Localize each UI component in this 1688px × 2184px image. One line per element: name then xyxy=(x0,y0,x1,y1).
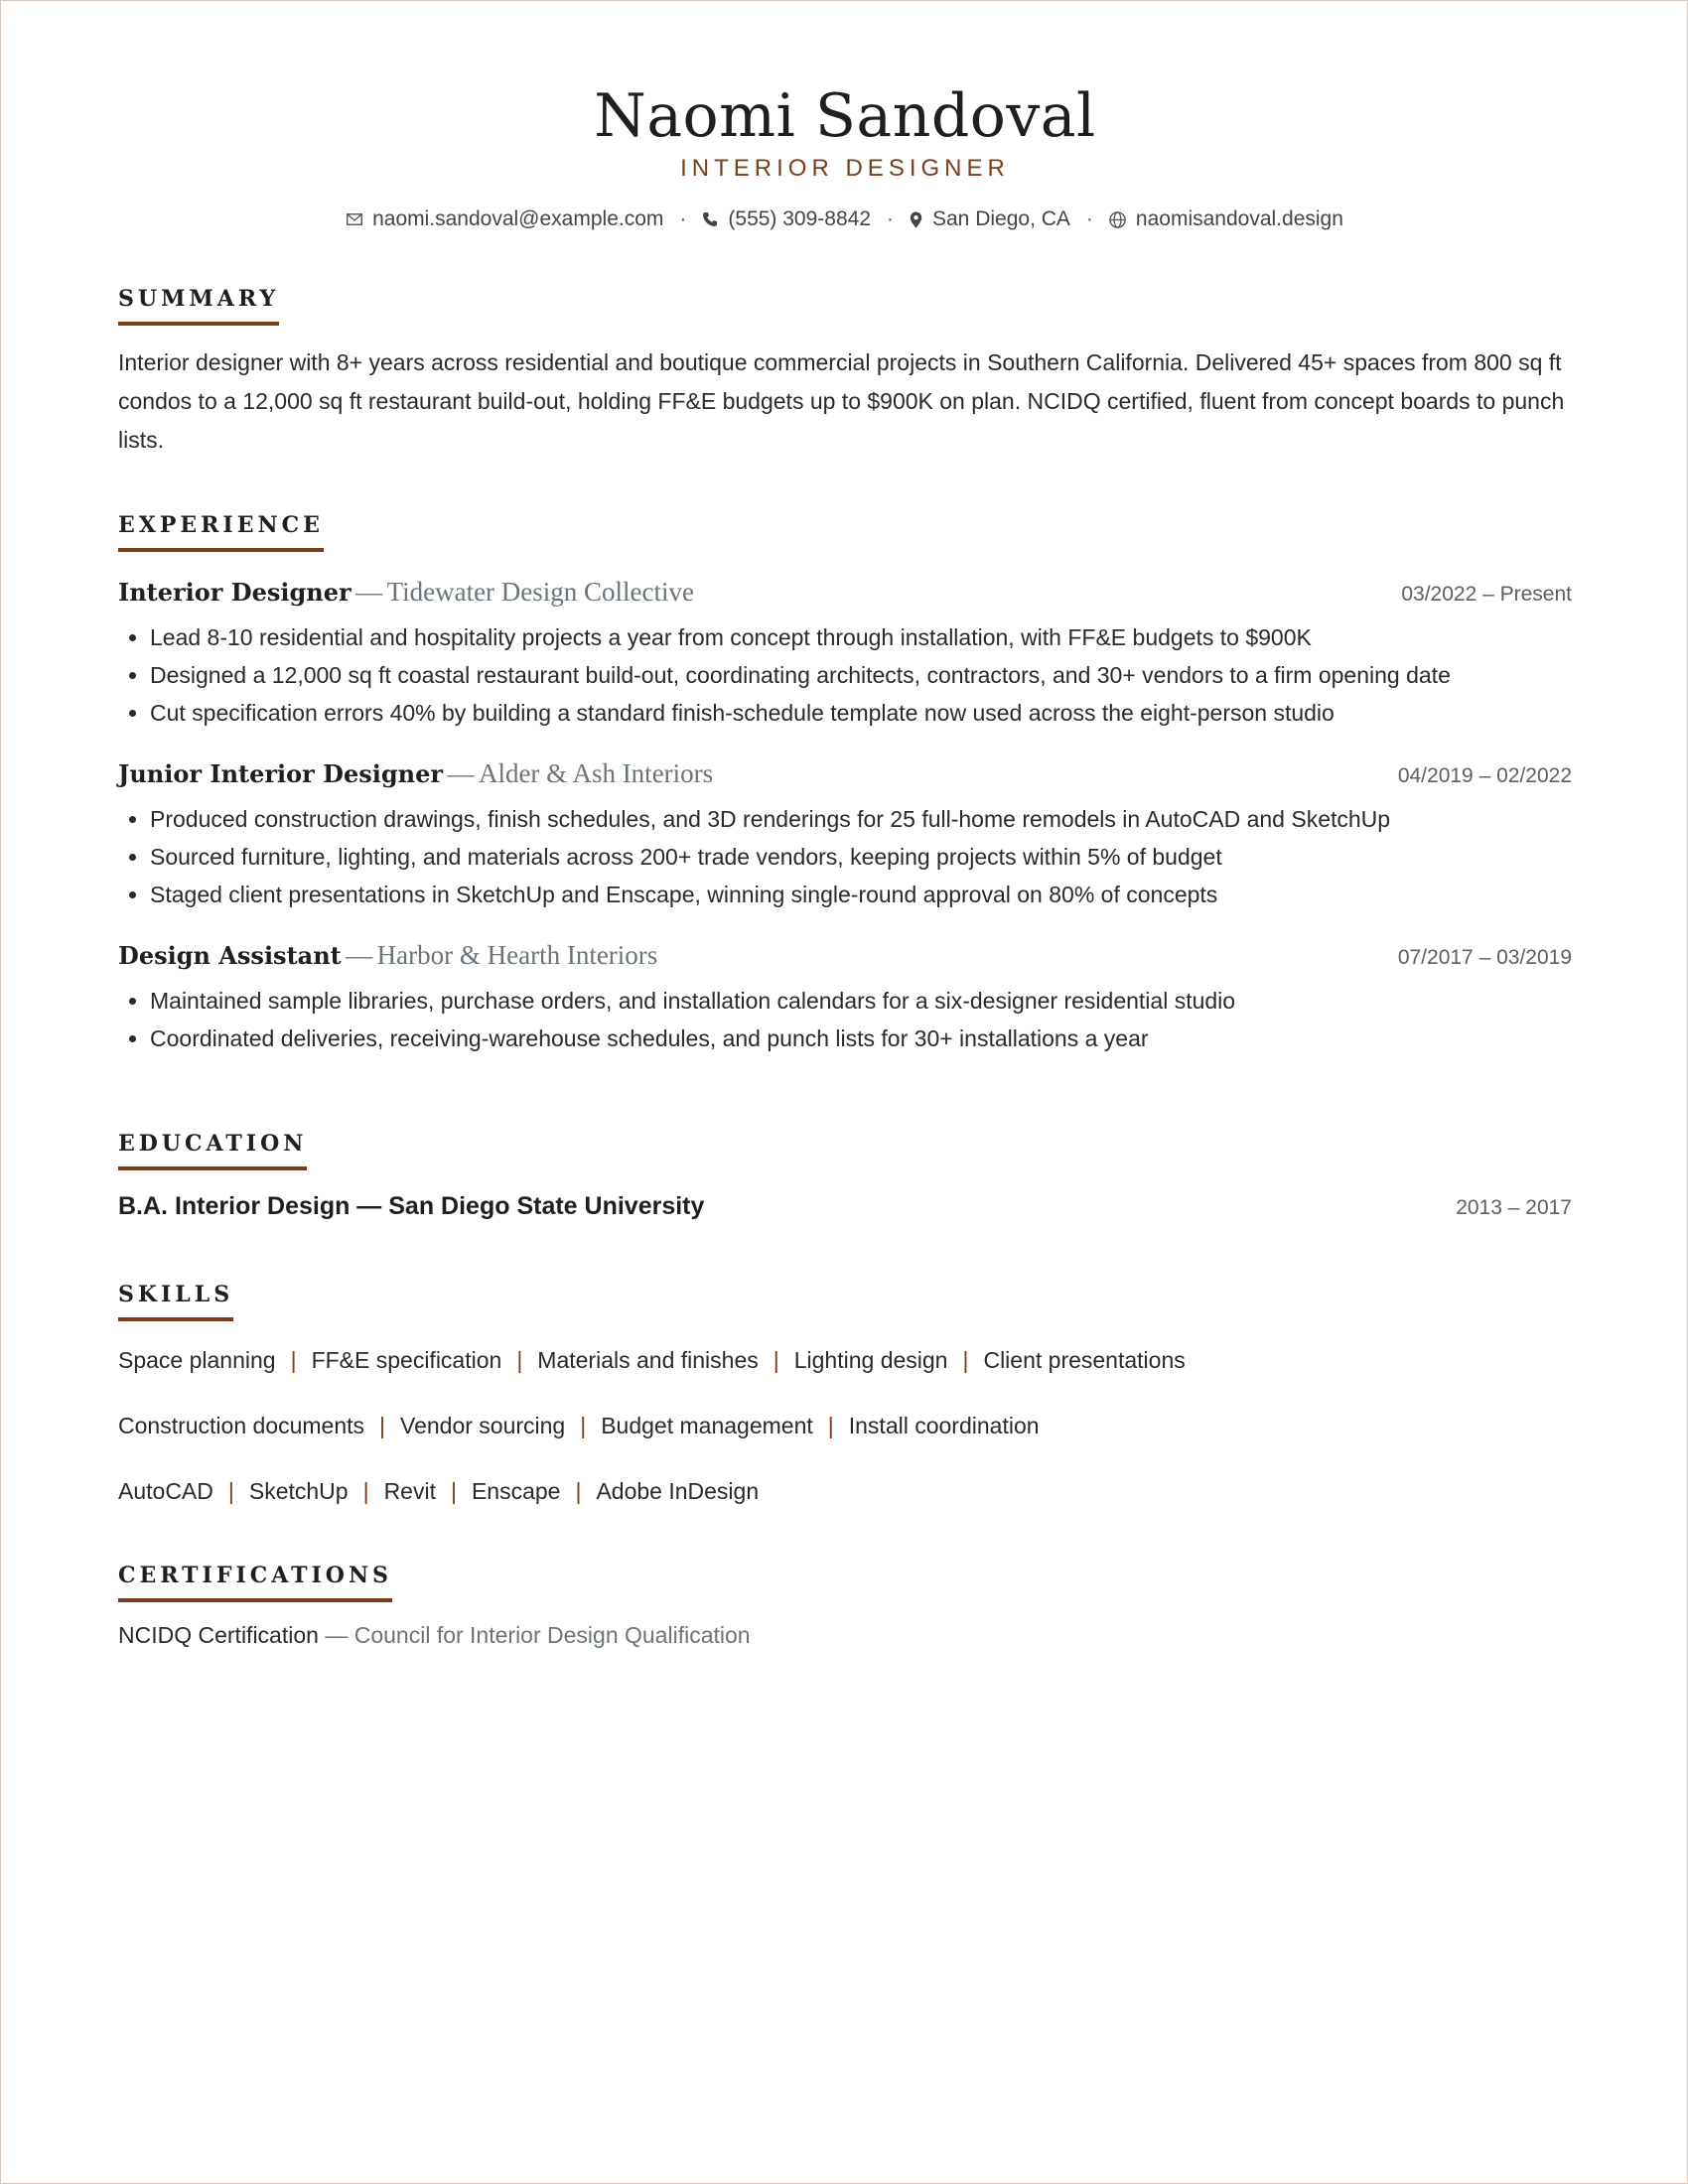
job-bullets xyxy=(118,982,1572,1057)
skill-item: FF&E specification xyxy=(311,1347,502,1373)
resume-header xyxy=(118,1,1572,233)
contact-phone[interactable] xyxy=(702,205,871,233)
skill-separator: | xyxy=(580,1413,587,1438)
job-title: Junior Interior Designer xyxy=(118,759,444,788)
bullet-item: • Staged client presentations in SketchUp and Enscape, winning single-round approval on 80% of concepts xyxy=(150,876,1572,913)
skill-separator: | xyxy=(516,1347,523,1373)
job-dash: — xyxy=(447,758,475,788)
skill-separator: | xyxy=(962,1347,969,1373)
skill-item: Materials and finishes xyxy=(537,1347,759,1373)
skill-separator: | xyxy=(827,1413,834,1438)
skill-separator: | xyxy=(379,1413,385,1438)
section-title-certifications: CERTIFICATIONS xyxy=(118,1561,392,1602)
email-text: naomi.sandoval@example.com xyxy=(372,207,664,230)
job-entry xyxy=(118,574,1572,732)
job-dates: 07/2017 – 03/2019 xyxy=(1397,946,1572,969)
job-bullets xyxy=(118,618,1572,732)
job-entry xyxy=(118,755,1572,913)
skills-section xyxy=(118,1280,1572,1506)
bullet-item: • Produced construction drawings, finish schedules, and 3D renderings for 25 full-home remodels in AutoCAD and SketchUp xyxy=(150,800,1572,838)
contact-separator: · xyxy=(1085,207,1093,230)
mail-icon xyxy=(347,213,362,225)
skill-item: Budget management xyxy=(601,1413,813,1438)
skill-item: Space planning xyxy=(118,1347,276,1373)
phone-icon xyxy=(702,211,718,227)
skill-item: Lighting design xyxy=(793,1347,948,1373)
job-company: Harbor & Hearth Interiors xyxy=(376,940,658,970)
certification-entry xyxy=(118,1620,1572,1650)
skills-row xyxy=(118,1345,1572,1375)
skill-separator: | xyxy=(773,1347,779,1373)
bullet-item: • Cut specification errors 40% by building a standard finish-schedule template now used across the eight-person studio xyxy=(150,694,1572,732)
contact-location xyxy=(910,205,1070,233)
job-dates: 04/2019 – 02/2022 xyxy=(1397,764,1572,787)
summary-text: Interior designer with 8+ years across residential and boutique commercial projects in Southern California. Delivered 45+ spaces from 800 sq ft condos to a 12,000 sq ft restaurant build-out, holding FF&E budgets up to $900K on plan. NCIDQ certified, fluent from concept boards to punch lists. xyxy=(118,349,1565,453)
contact-email[interactable] xyxy=(347,205,663,233)
summary-section xyxy=(118,284,1572,460)
contact-separator: · xyxy=(679,207,687,230)
job-title: Interior Designer xyxy=(118,578,352,607)
skill-separator: | xyxy=(450,1478,457,1504)
globe-icon xyxy=(1109,211,1126,228)
skill-item: Install coordination xyxy=(848,1413,1040,1438)
section-title-experience: EXPERIENCE xyxy=(118,510,324,552)
job-dates: 03/2022 – Present xyxy=(1401,583,1572,606)
education-entry xyxy=(118,1192,1572,1221)
skill-separator: | xyxy=(227,1478,234,1504)
job-dash: — xyxy=(355,577,383,607)
location-text: San Diego, CA xyxy=(932,207,1070,230)
bullet-item: • Maintained sample libraries, purchase orders, and installation calendars for a six-designer residential studio xyxy=(150,982,1572,1020)
section-title-skills: SKILLS xyxy=(118,1280,233,1321)
skill-item: Client presentations xyxy=(983,1347,1186,1373)
candidate-name: Naomi Sandoval xyxy=(594,81,1096,151)
education-section xyxy=(118,1129,1572,1221)
contact-line xyxy=(118,205,1572,233)
certifications-section xyxy=(118,1561,1572,1650)
skill-item: Enscape xyxy=(471,1478,561,1504)
skill-separator: | xyxy=(290,1347,297,1373)
skill-separator: | xyxy=(362,1478,369,1504)
job-bullets xyxy=(118,800,1572,913)
skill-separator: | xyxy=(575,1478,582,1504)
job-title: Design Assistant xyxy=(118,941,342,970)
section-title-education: EDUCATION xyxy=(118,1129,307,1170)
skill-item: Revit xyxy=(383,1478,436,1504)
education-dates: 2013 – 2017 xyxy=(1456,1196,1572,1219)
education-degree: B.A. Interior Design — San Diego State University xyxy=(118,1192,705,1220)
job-company: Alder & Ash Interiors xyxy=(478,758,714,788)
skills-row xyxy=(118,1411,1572,1440)
section-title-summary: SUMMARY xyxy=(118,284,279,326)
bullet-item: • Sourced furniture, lighting, and materials across 200+ trade vendors, keeping projects within 5% of budget xyxy=(150,838,1572,876)
skill-item: SketchUp xyxy=(248,1478,349,1504)
bullet-item: • Coordinated deliveries, receiving-warehouse schedules, and punch lists for 30+ installations a year xyxy=(150,1020,1572,1057)
resume-content xyxy=(118,1,1572,1648)
candidate-role: INTERIOR DESIGNER xyxy=(680,155,1010,182)
job-header xyxy=(118,755,1572,796)
job-header xyxy=(118,574,1572,614)
skills-row xyxy=(118,1476,1572,1506)
job-header xyxy=(118,937,1572,978)
job-entry xyxy=(118,937,1572,1057)
certification-name: NCIDQ Certification xyxy=(118,1622,319,1648)
contact-separator: · xyxy=(887,207,894,230)
skill-item: Construction documents xyxy=(118,1413,365,1438)
job-company: Tidewater Design Collective xyxy=(386,577,695,607)
map-pin-icon xyxy=(910,211,922,228)
bullet-item: • Designed a 12,000 sq ft coastal restaurant build-out, coordinating architects, contractors, and 30+ vendors to a firm opening date xyxy=(150,656,1572,694)
job-dash: — xyxy=(346,940,373,970)
certification-issuer: — Council for Interior Design Qualification xyxy=(325,1622,751,1648)
contact-website[interactable] xyxy=(1109,205,1343,233)
experience-section xyxy=(118,510,1572,1057)
website-text: naomisandoval.design xyxy=(1135,207,1343,230)
skill-item: Vendor sourcing xyxy=(400,1413,566,1438)
phone-text: (555) 309-8842 xyxy=(728,207,871,230)
bullet-item: • Lead 8-10 residential and hospitality projects a year from concept through installation, with FF&E budgets to $900K xyxy=(150,618,1572,656)
skill-item: Adobe InDesign xyxy=(596,1478,760,1504)
skill-item: AutoCAD xyxy=(118,1478,213,1504)
